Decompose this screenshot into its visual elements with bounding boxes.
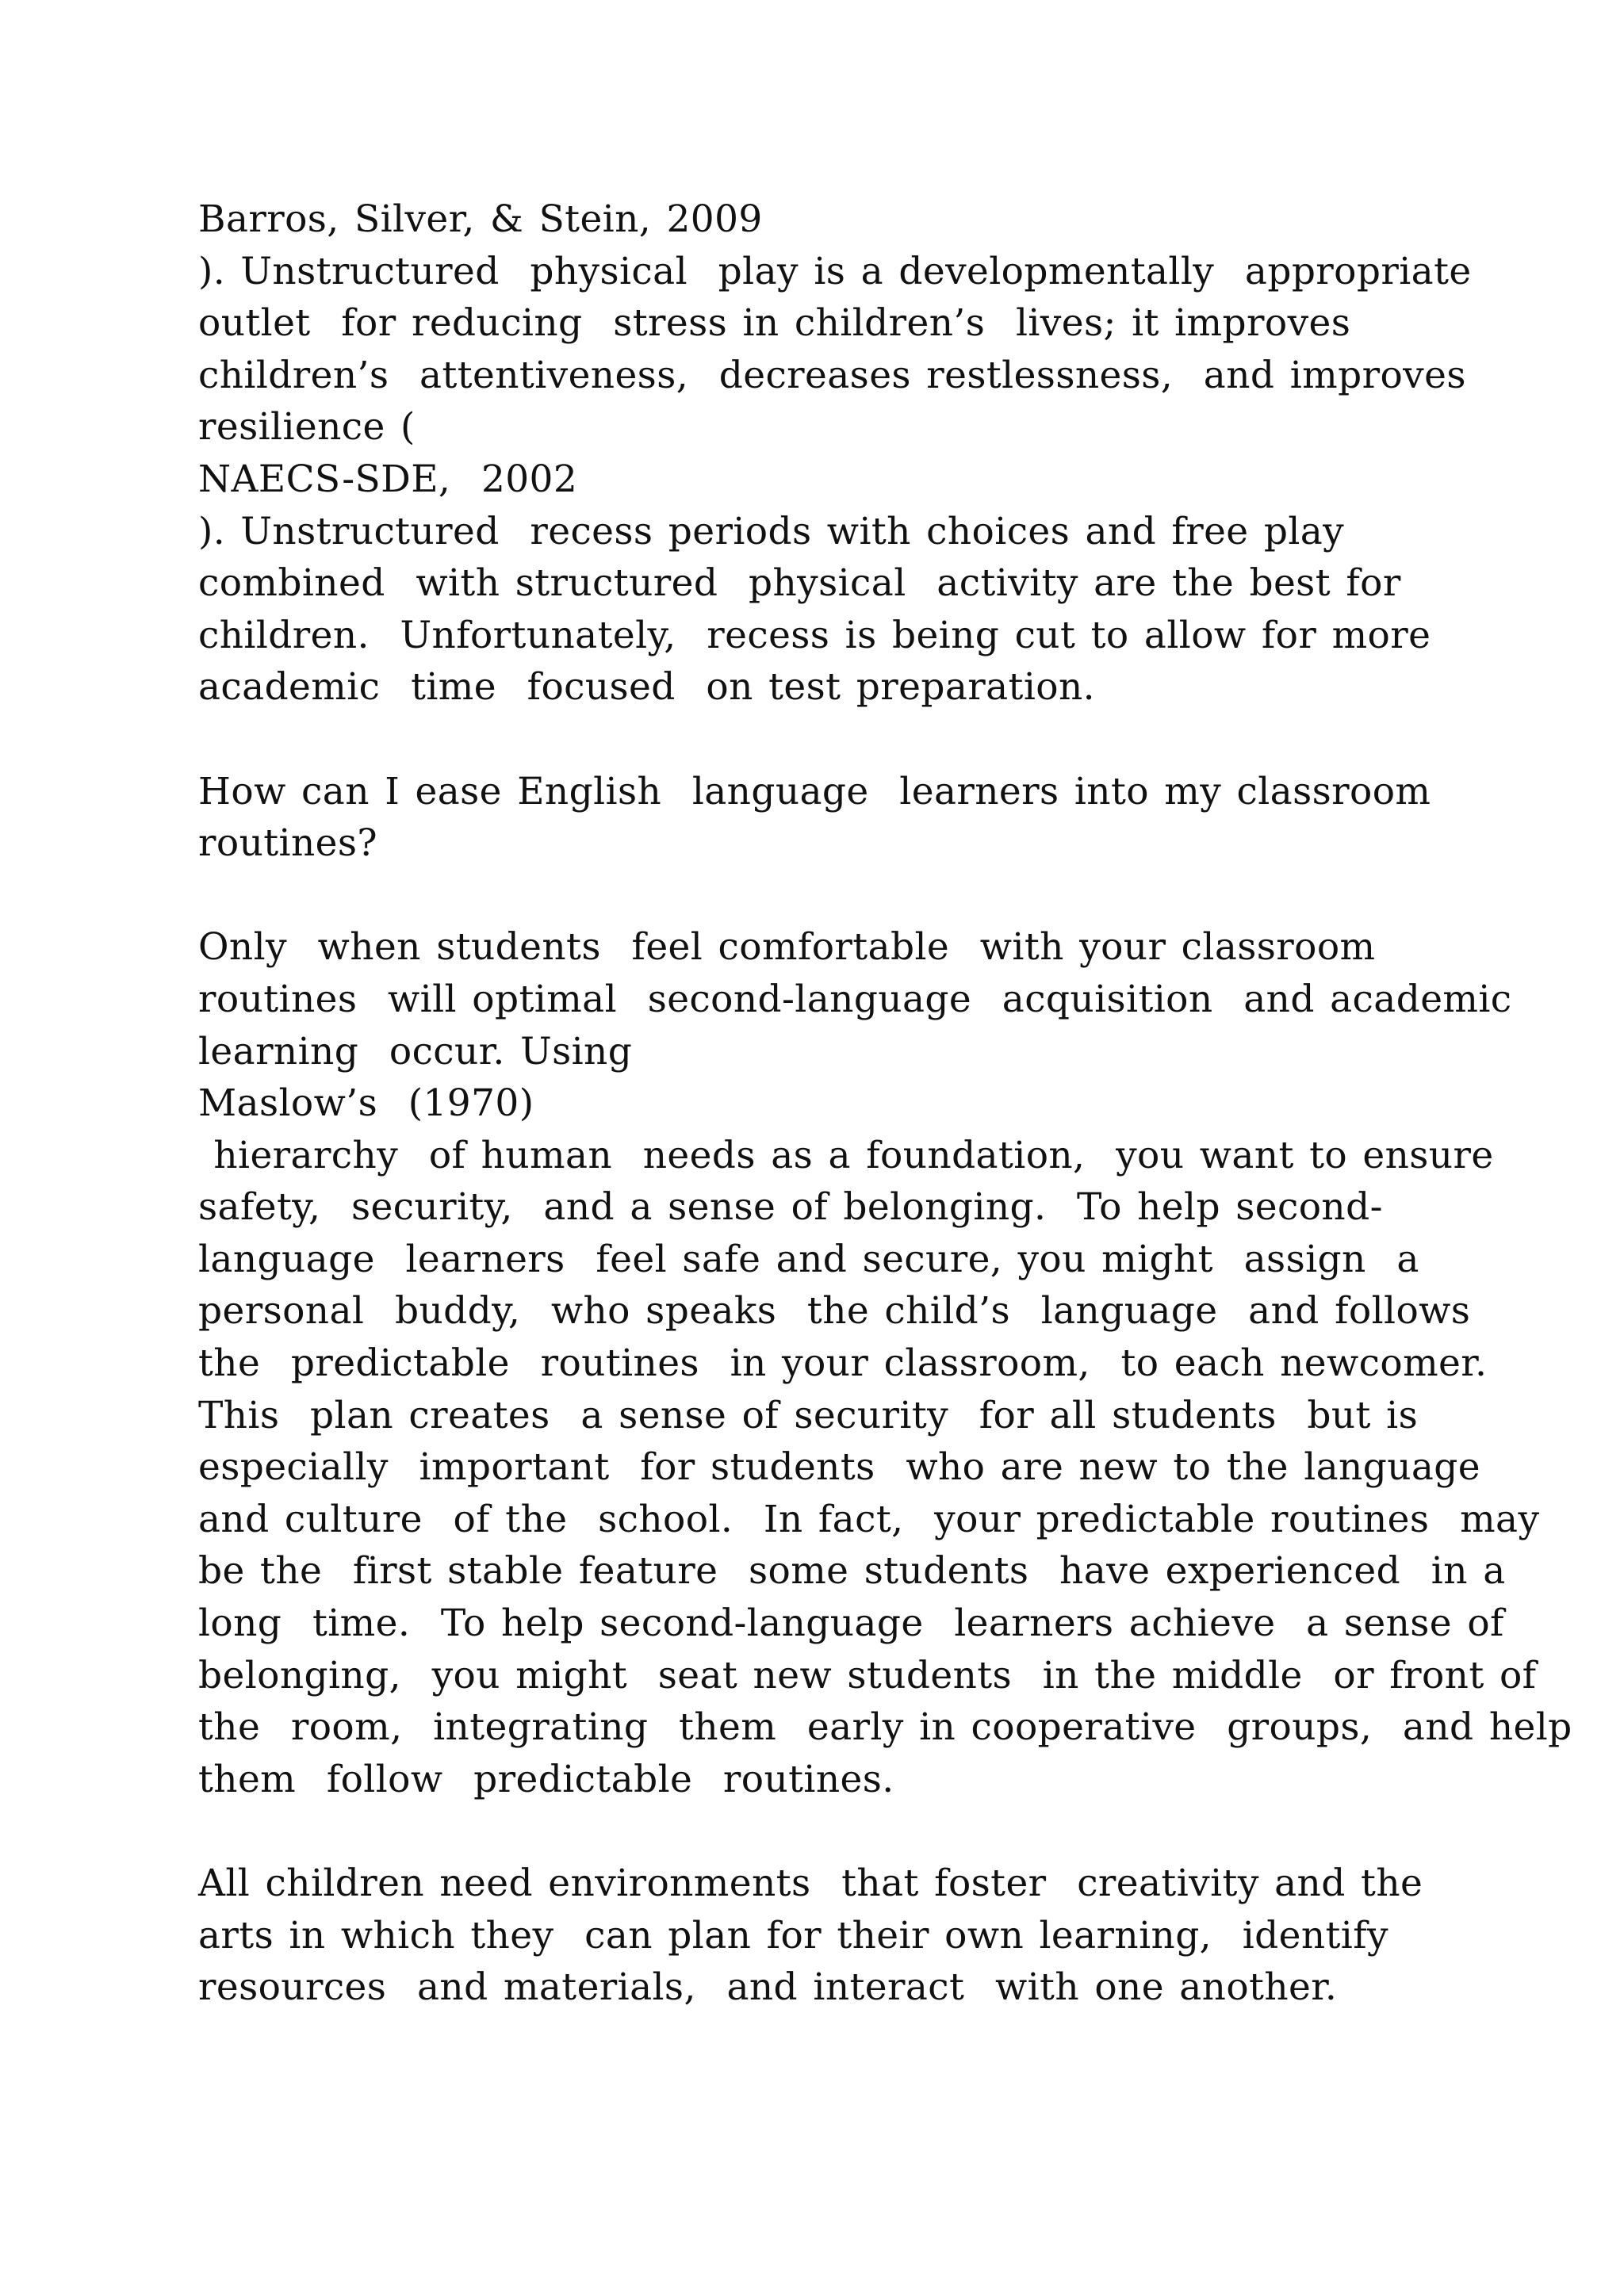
text-line: resources and materials, and interact with one another. — [198, 1965, 1338, 2010]
text-line: outlet for reducing stress in children’s lives; it improves — [198, 301, 1351, 346]
text-line: be the first stable feature some students have experienced in a — [198, 1549, 1506, 1594]
text-line: Maslow’s (1970) — [198, 1081, 534, 1126]
text-line: routines will optimal second-language acquisition and academic — [198, 977, 1512, 1021]
paragraph-spacer — [198, 714, 1499, 766]
text-line: combined with structured physical activity are the best for — [198, 561, 1401, 606]
text-line: resilience ( — [198, 405, 416, 450]
text-line: language learners feel safe and secure, you might assign a — [198, 1237, 1419, 1281]
paragraph-question — [198, 766, 1499, 870]
text-line: academic time focused on test preparation. — [198, 665, 1095, 710]
text-line: Only when students feel comfortable with your classroom — [198, 925, 1376, 970]
text-line: the predictable routines in your classroom, to each newcomer. — [198, 1341, 1488, 1386]
text-line: especially important for students who are new to the language — [198, 1445, 1481, 1490]
text-line: belonging, you might seat new students in the middle or front of — [198, 1653, 1537, 1697]
text-line: routines? — [198, 821, 377, 866]
text-line: safety, security, and a sense of belonging. To help second- — [198, 1185, 1383, 1230]
paragraph-recess — [198, 193, 1499, 714]
paragraph-ell-routines — [198, 921, 1572, 1805]
text-line: personal buddy, who speaks the child’s language and follows — [198, 1289, 1471, 1334]
text-line: long time. To help second-language learners achieve a sense of — [198, 1601, 1504, 1646]
text-line: Barros, Silver, & Stein, 2009 — [198, 197, 763, 241]
text-line: children’s attentiveness, decreases restlessness, and improves — [198, 353, 1466, 397]
text-line: the room, integrating them early in cooperative groups, and help — [198, 1705, 1572, 1750]
text-line: them follow predictable routines. — [198, 1757, 894, 1801]
text-line: ). Unstructured recess periods with choices and free play — [198, 509, 1345, 553]
text-line: All children need environments that foster creativity and the — [198, 1862, 1423, 1905]
text-line: learning occur. Using — [198, 1029, 633, 1073]
text-line: How can I ease English language learners into my classroom — [198, 769, 1431, 813]
text-line: ). Unstructured physical play is a developmentally appropriate — [198, 249, 1472, 293]
paragraph-spacer — [198, 870, 1499, 922]
paragraph-environments — [198, 1858, 1499, 2014]
text-line: arts in which they can plan for their own learning, identify — [198, 1913, 1388, 1957]
paragraph-spacer — [198, 1805, 1499, 1858]
text-line: and culture of the school. In fact, your predictable routines may — [198, 1497, 1540, 1541]
text-line: children. Unfortunately, recess is being cut to allow for more — [198, 613, 1431, 657]
text-line: hierarchy of human needs as a foundation, you want to ensure — [198, 1133, 1494, 1177]
text-line: NAECS-SDE, 2002 — [198, 457, 578, 501]
document-body — [198, 193, 1572, 2014]
text-line: This plan creates a sense of security for all students but is — [198, 1393, 1419, 1437]
